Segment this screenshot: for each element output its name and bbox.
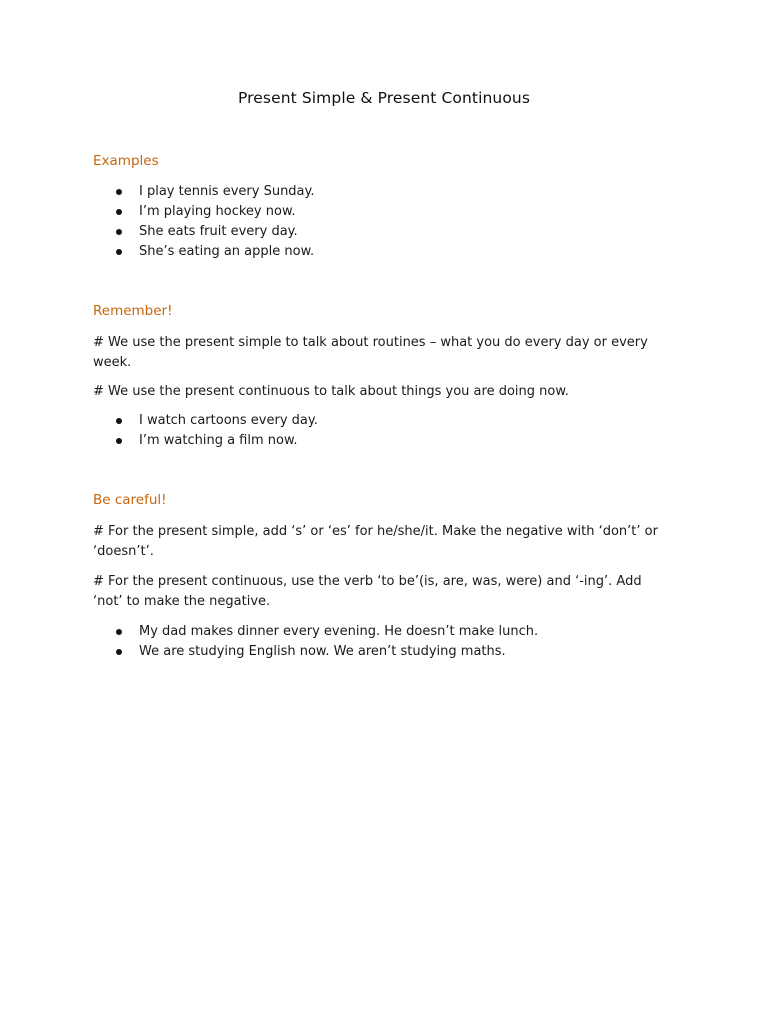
list-item [93, 642, 538, 662]
bullet-icon [116, 249, 122, 255]
list-item-text: My dad makes dinner every evening. He doesn’t make lunch. [139, 624, 539, 639]
page-title: Present Simple & Present Continuous [237, 89, 531, 107]
careful-list [93, 622, 538, 662]
list-item [93, 182, 315, 202]
list-item-text: We are studying English now. We aren’t studying maths. [139, 644, 506, 659]
careful-paragraph-2: # For the present continuous, use the verb ‘to be’(is, are, was, were) and ‘-ing’. Add ‘not’ to make the negative. [93, 574, 642, 609]
bullet-icon [116, 649, 122, 655]
remember-heading: Remember! [93, 303, 173, 319]
bullet-icon [116, 438, 122, 444]
bullet-icon [116, 229, 122, 235]
careful-heading: Be careful! [93, 492, 167, 508]
list-item [93, 431, 318, 451]
examples-heading: Examples [93, 153, 159, 169]
list-item-text: I’m watching a film now. [139, 433, 298, 448]
remember-paragraph-1: # We use the present simple to talk about routines – what you do every day or every week. [93, 335, 648, 370]
list-item-text: I play tennis every Sunday. [139, 184, 315, 199]
list-item [93, 411, 318, 431]
bullet-icon [116, 189, 122, 195]
list-item [93, 242, 315, 262]
bullet-icon [116, 629, 122, 635]
list-item [93, 222, 315, 242]
remember-list [93, 411, 318, 451]
list-item-text: I’m playing hockey now. [139, 204, 296, 219]
list-item-text: I watch cartoons every day. [139, 413, 318, 428]
careful-paragraph-1: # For the present simple, add ‘s’ or ‘es’ for he/she/it. Make the negative with ‘don’t’ or ‘doesn’t’. [93, 524, 658, 559]
list-item-text: She eats fruit every day. [139, 224, 298, 239]
list-item [93, 622, 538, 642]
remember-paragraph-2: # We use the present continuous to talk about things you are doing now. [93, 384, 569, 399]
bullet-icon [116, 418, 122, 424]
examples-list [93, 182, 315, 262]
bullet-icon [116, 209, 122, 215]
list-item [93, 202, 315, 222]
list-item-text: She’s eating an apple now. [139, 244, 315, 259]
